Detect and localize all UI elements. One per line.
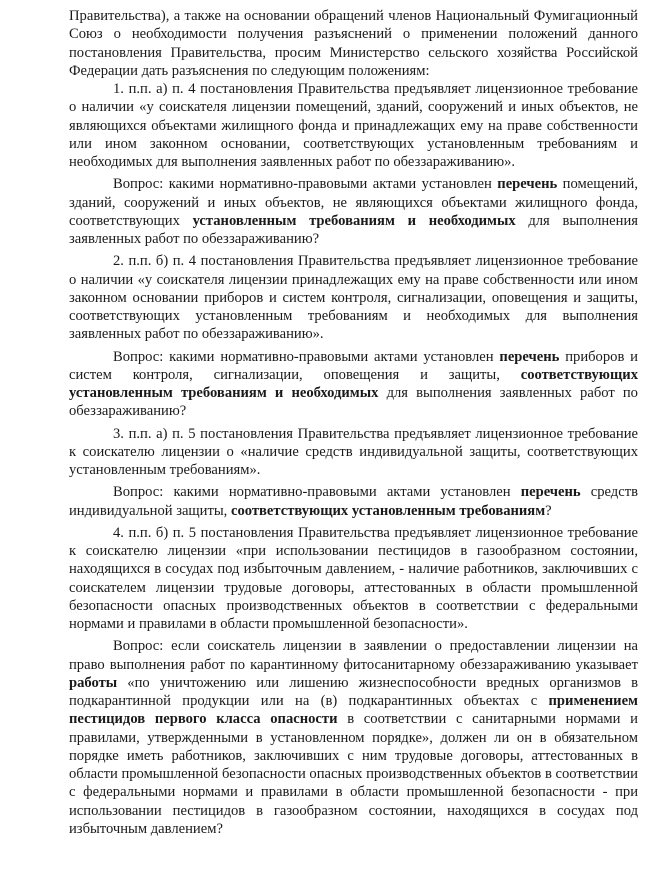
item-1-question-lead: Вопрос: какими нормативно-правовыми актами установлен: [113, 176, 498, 193]
item-3-question-lead: Вопрос: какими нормативно-правовыми актами установлен: [113, 484, 521, 501]
item-2-question-mid: приборов и систем контроля, сигнализации, оповещения и защиты,: [69, 348, 638, 383]
item-4-question-lead: Вопрос: если соискатель лицензии в заявлении о предоставлении лицензии на право выполнения работ по карантинному фитосанитарному обеззараживанию указывает: [69, 638, 638, 673]
item-4-question-mid: «по уничтожению или лишению жизнеспособности вредных организмов в подкарантинной продукции или на (в) подкарантинных объектах с: [69, 674, 638, 709]
item-3-question-bold-1: перечень: [520, 484, 581, 501]
item-1-question: [69, 175, 638, 248]
item-4-question: [69, 637, 638, 838]
item-3-question-bold-2: соответствующих установленным требованиям: [230, 502, 546, 519]
item-1-text: 1. п.п. а) п. 4 постановления Правительства предъявляет лицензионное требование о наличии «у соискателя лицензии помещений, зданий, сооружений и иных объектов, не являющихся объектами жилищного фонда и принадлежащих ему на праве собственности или ином законном основании, соответствующих установленным требованиям и необходимых для выполнения заявленных работ по обеззараживанию».: [69, 81, 638, 170]
item-2-text: 2. п.п. б) п. 4 постановления Правительства предъявляет лицензионное требование о наличии «у соискателя лицензии принадлежащих ему на праве собственности или ином законном основании приборов и систем контроля, сигнализации, оповещения и защиты, соответствующих установленным требованиям и необходимых для выполнения заявленных работ по обеззараживанию».: [69, 253, 638, 343]
intro-paragraph: Правительства), а также на основании обращений членов Национальный Фумигационный Союз о необходимости получения разъяснений о применении положений данного постановления Правительства, просим Министерство сельского хозяйства Российской Федерации дать разъяснения по следующим положениям:: [69, 8, 638, 79]
item-1-question-mid: помещений, зданий, сооружений и иных объектов, не являющихся объектами жилищного фонда, соответствующих: [69, 176, 638, 229]
item-3-text: 3. п.п. а) п. 5 постановления Правительства предъявляет лицензионное требование к соискателю лицензии о «наличие средств индивидуальной защиты, соответствующих установленным требованиям».: [69, 425, 638, 478]
item-3-question-mid: средств индивидуальной защиты,: [69, 484, 638, 519]
item-1-question-bold-2: установленным требованиям и необходимых: [192, 212, 516, 229]
item-4-question-bold-2: применением пестицидов первого класса опасности: [69, 693, 638, 728]
item-4-text: 4. п.п. б) п. 5 постановления Правительства предъявляет лицензионное требование к соискателю лицензии «при использовании пестицидов в газообразном состоянии, находящихся в сосудах под избыточным давлением, - наличие работников, заключивших с соискателем лицензии трудовые договоры, аттестованных в области промышленной безопасности опасных производственных объектов в соответствии с федеральными нормами и правилами в области промышленной безопасности».: [69, 524, 638, 632]
item-3-question-tail: ?: [545, 502, 552, 519]
item-4-question-tail: в соответствии с санитарными нормами и правилами, утвержденными в установленном порядке», должен ли он в обязательном порядке иметь работников, заключивших с ним трудовые договоры, аттестованных в области промышленной безопасности опасных производственных объектов в соответствии с федеральными нормами и правилами в области промышленной безопасности - при использовании пестицидов в газообразном состоянии, находящихся в сосудах под избыточным давлением?: [69, 711, 638, 837]
item-1-question-tail: для выполнения заявленных работ по обеззараживанию?: [69, 212, 638, 247]
item-2-question-tail: для выполнения заявленных работ по обеззараживанию?: [69, 385, 638, 420]
item-2-question-lead: Вопрос: какими нормативно-правовыми актами установлен: [113, 348, 500, 365]
item-4-question-bold-1: работы: [69, 674, 118, 691]
item-3-question: [69, 483, 638, 520]
item-2-question: [69, 348, 638, 421]
item-2-question-bold-1: перечень: [499, 348, 560, 365]
item-1-question-bold-1: перечень: [497, 176, 558, 193]
item-2-question-bold-2: соответствующих установленным требованиям и необходимых: [69, 366, 638, 401]
